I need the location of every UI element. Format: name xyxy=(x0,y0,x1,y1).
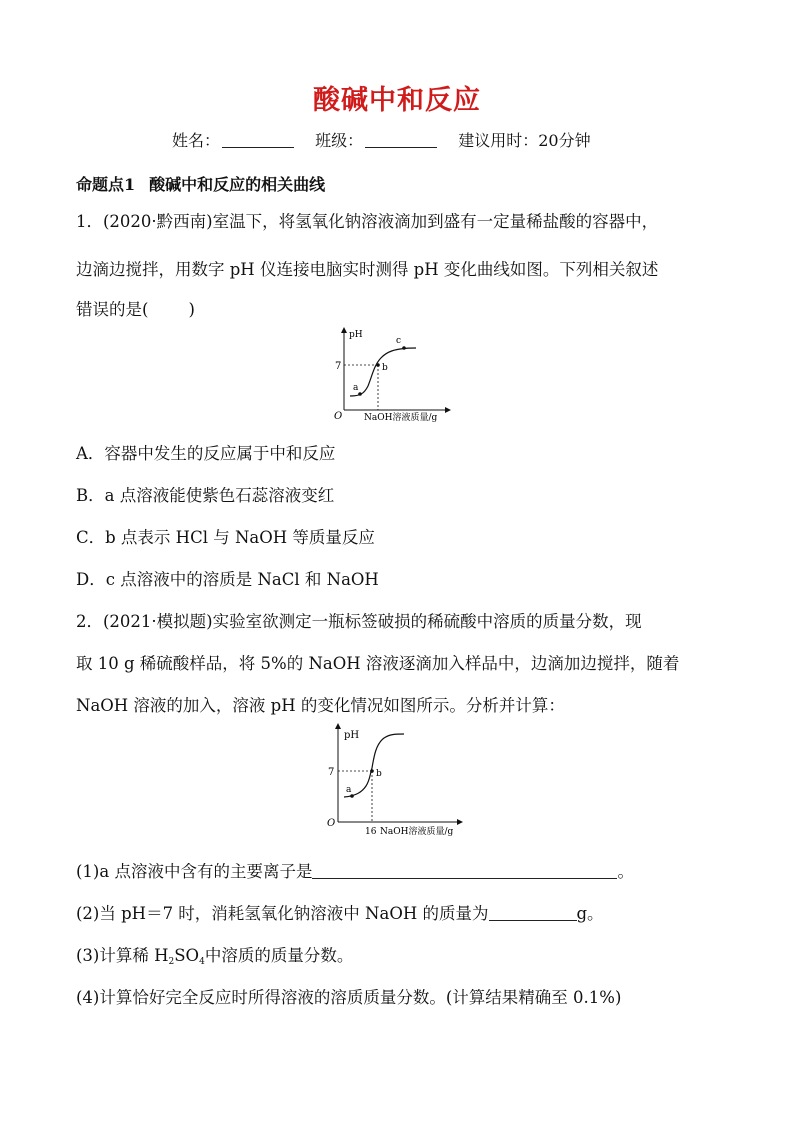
q2-sub2-end: g。 xyxy=(576,904,604,923)
q2-sub3-text-a: (3)计算稀 H xyxy=(76,946,169,965)
name-blank[interactable] xyxy=(222,133,294,148)
q1-point-c xyxy=(402,346,406,350)
section-title: 酸碱中和反应的相关曲线 xyxy=(149,175,326,194)
q2-line2: 取 10 g 稀硫酸样品，将 5%的 NaOH 溶液逐滴加入样品中，边滴加边搅拌，随着 xyxy=(76,654,680,673)
q2-sub4: (4)计算恰好完全反应时所得溶液的溶质质量分数。(计算结果精确至 0.1%) xyxy=(76,988,622,1007)
q2-xlabel: NaOH溶液质量/g xyxy=(380,827,454,837)
name-label: 姓名： xyxy=(172,131,221,150)
q2-origin: O xyxy=(327,818,336,829)
class-label: 班级： xyxy=(315,131,364,150)
q2-sub3-subscript-4: 4 xyxy=(199,957,205,967)
q2-sub2-text: (2)当 pH＝7 时，消耗氢氧化钠溶液中 NaOH 的质量为 xyxy=(76,904,489,923)
q2-sub2 xyxy=(76,900,604,924)
q1-point-b xyxy=(376,363,380,367)
q2-sub3-subscript-2: 2 xyxy=(168,957,175,967)
q1-label-c: c xyxy=(396,336,402,346)
q2-sub3-text-c: 中溶质的质量分数。 xyxy=(204,946,354,965)
q2-ph-curve xyxy=(344,734,404,797)
q2-ph-chart xyxy=(318,722,478,840)
q1-point-a xyxy=(358,392,362,396)
q1-line1: 1．(2020·黔西南)室温下，将氢氧化钠溶液滴加到盛有一定量稀盐酸的容器中， xyxy=(76,212,659,231)
suggested-time: 建议用时：20分钟 xyxy=(458,131,591,150)
q1-ylabel: pH xyxy=(349,330,363,340)
q1-option-a[interactable]: A．容器中发生的反应属于中和反应 xyxy=(76,444,336,463)
q2-sub3 xyxy=(76,942,353,967)
q1-option-c[interactable]: C．b 点表示 HCl 与 NaOH 等质量反应 xyxy=(76,528,375,547)
section-label: 命题点1 xyxy=(76,175,136,194)
q2-sub1-text: (1)a 点溶液中含有的主要离子是 xyxy=(76,862,313,881)
q2-line3: NaOH 溶液的加入，溶液 pH 的变化情况如图所示。分析并计算： xyxy=(76,696,565,715)
q1-label-a: a xyxy=(353,383,359,393)
q2-sub1 xyxy=(76,858,634,882)
q1-option-b[interactable]: B．a 点溶液能使紫色石蕊溶液变红 xyxy=(76,486,335,505)
q2-ylabel: pH xyxy=(344,730,360,741)
q1-tick-7: 7 xyxy=(335,361,342,372)
student-info-row xyxy=(172,128,591,151)
q1-line3-close: ) xyxy=(188,300,195,319)
q2-sub3-text-b: SO xyxy=(174,946,200,965)
q2-line1: 2．(2021·模拟题)实验室欲测定一瓶标签破损的稀硫酸中溶质的质量分数，现 xyxy=(76,612,642,631)
q2-tick-7: 7 xyxy=(328,767,335,778)
q1-origin: O xyxy=(334,411,343,422)
q2-label-b: b xyxy=(376,769,382,779)
q1-option-d[interactable]: D．c 点溶液中的溶质是 NaCl 和 NaOH xyxy=(76,570,379,589)
q2-sub2-blank[interactable] xyxy=(489,906,577,921)
q2-label-a: a xyxy=(346,785,352,795)
q1-ph-chart xyxy=(330,326,470,424)
q1-xlabel: NaOH溶液质量/g xyxy=(364,413,438,423)
q1-line3 xyxy=(76,296,195,320)
q2-tick-16: 16 xyxy=(365,827,377,837)
section-heading xyxy=(76,172,325,195)
q1-label-b: b xyxy=(382,363,388,373)
q2-sub1-blank[interactable] xyxy=(312,864,617,879)
q1-line3-text: 错误的是( xyxy=(76,300,149,319)
q2-point-b xyxy=(370,769,374,773)
q2-sub1-end: 。 xyxy=(617,862,634,881)
class-blank[interactable] xyxy=(365,133,437,148)
q1-line2: 边滴边搅拌，用数字 pH 仪连接电脑实时测得 pH 变化曲线如图。下列相关叙述 xyxy=(76,260,659,279)
page-title: 酸碱中和反应 xyxy=(313,85,481,116)
